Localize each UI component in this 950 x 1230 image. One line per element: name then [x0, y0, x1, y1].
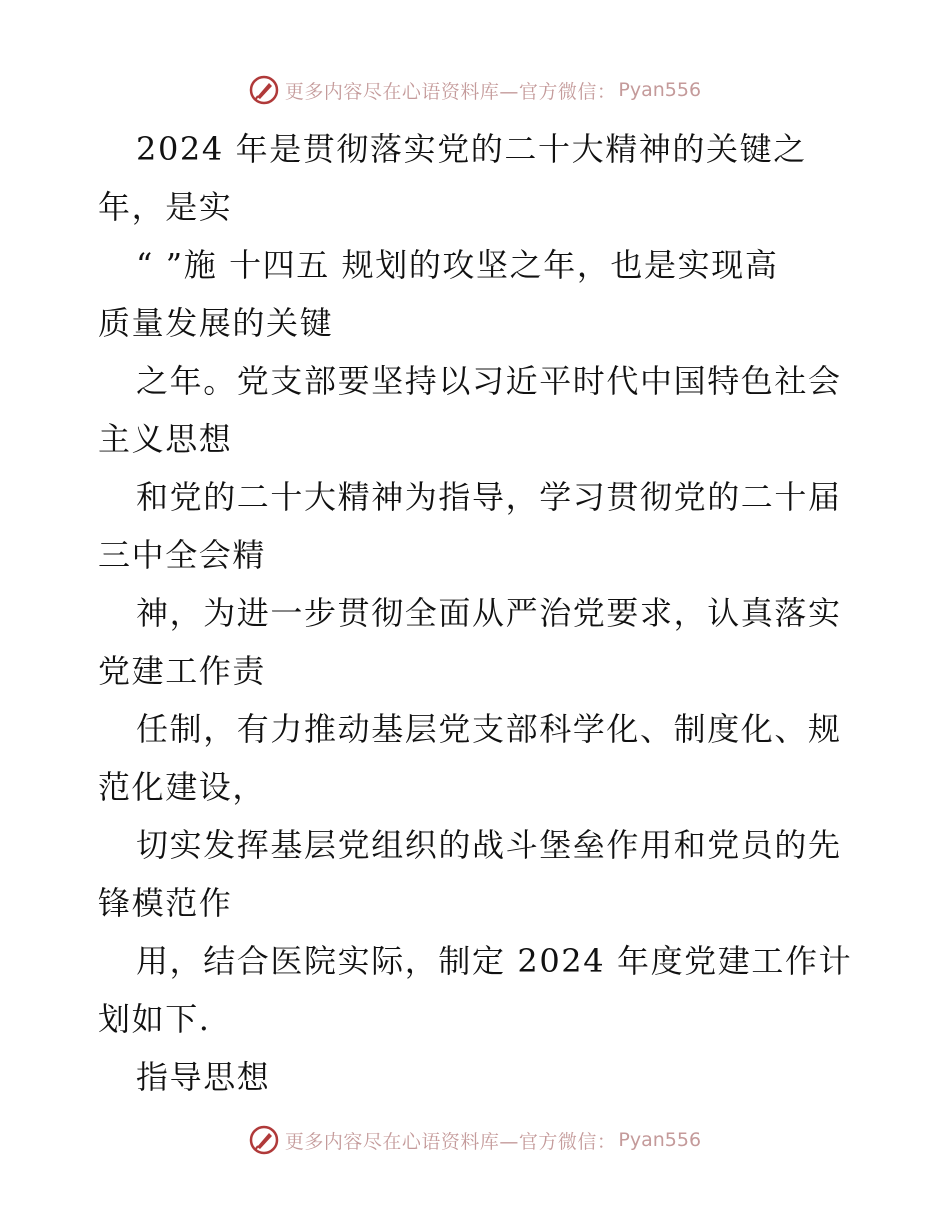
quill-logo-icon [249, 75, 279, 105]
body-line: 之年。党支部要坚持以习近平时代中国特色社会 [136, 362, 842, 400]
body-line: 任制，有力推动基层党支部科学化、制度化、规 [136, 710, 842, 748]
document-body [98, 120, 858, 1106]
quill-logo-icon [249, 1125, 279, 1155]
watermark-footer [0, 1120, 950, 1160]
body-line: “ ”施 十四五 规划的攻坚之年，也是实现高 [136, 246, 779, 284]
body-line: 锋模范作 [98, 884, 233, 922]
body-line: 切实发挥基层党组织的战斗堡垒作用和党员的先 [136, 826, 842, 864]
watermark-text: 更多内容尽在心语资料库—官方微信： [284, 1130, 617, 1153]
body-line: 2024 年是贯彻落实党的二十大精神的关键之 [136, 130, 807, 168]
body-line: 质量发展的关键 [98, 304, 334, 342]
body-line: 范化建设， [98, 768, 267, 806]
body-line: 主义思想 [98, 420, 233, 458]
section-heading: 指导思想 [136, 1058, 271, 1096]
body-line: 和党的二十大精神为指导，学习贯彻党的二十届 [136, 478, 842, 516]
watermark-wechat-id: Pyan556 [618, 1129, 702, 1151]
watermark-header [0, 70, 950, 110]
watermark-wechat-id: Pyan556 [618, 79, 702, 101]
body-line: 年，是实 [98, 188, 233, 226]
body-line: 党建工作责 [98, 652, 267, 690]
body-line: 划如下. [98, 1000, 211, 1038]
body-line: 用，结合医院实际，制定 2024 年度党建工作计 [136, 942, 853, 980]
watermark-text: 更多内容尽在心语资料库—官方微信： [284, 80, 617, 103]
body-line: 神，为进一步贯彻全面从严治党要求，认真落实 [136, 594, 842, 632]
body-line: 三中全会精 [98, 536, 267, 574]
